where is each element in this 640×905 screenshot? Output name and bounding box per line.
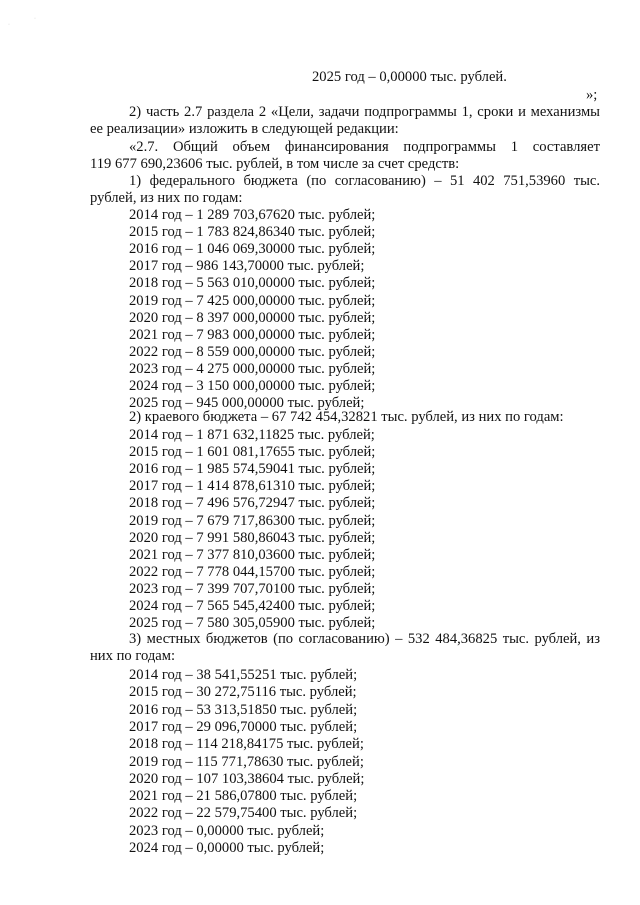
year-line: 2017 год – 29 096,70000 тыс. рублей;	[129, 718, 358, 735]
year-line: 2014 год – 1 871 632,11825 тыс. рублей;	[129, 427, 375, 443]
local-line-2: них по годам:	[90, 648, 176, 664]
year-line: 2025 год – 945 000,00000 тыс. рублей;	[129, 395, 365, 412]
para-2-line-1: 2) часть 2.7 раздела 2 «Цели, задачи подпрограммы 1, сроки и механизмы	[129, 104, 600, 120]
year-line: 2019 год – 115 771,78630 тыс. рублей;	[129, 753, 364, 770]
year-line: 2015 год – 1 601 081,17655 тыс. рублей;	[129, 444, 376, 461]
year-line: 2025 год – 7 580 305,05900 тыс. рублей;	[129, 615, 376, 632]
para-27-line-2: 119 677 690,23606 тыс. рублей, в том числе за счет средств:	[90, 156, 460, 172]
year-line: 2020 год – 8 397 000,00000 тыс. рублей;	[129, 309, 376, 326]
federal-line-2: рублей, из них по годам:	[90, 190, 243, 206]
year-line: 2016 год – 1 985 574,59041 тыс. рублей;	[129, 461, 376, 478]
year-line: 2014 год – 1 289 703,67620 тыс. рублей;	[129, 207, 376, 223]
year-line: 2020 год – 7 991 580,86043 тыс. рублей;	[129, 529, 376, 546]
para-2-line-2: ее реализации» изложить в следующей редакции:	[90, 121, 399, 137]
year-line: 2024 год – 0,00000 тыс. рублей;	[129, 840, 325, 856]
year-line: 2019 год – 7 679 717,86300 тыс. рублей;	[129, 512, 376, 529]
top-line: 2025 год – 0,00000 тыс. рублей.	[312, 69, 507, 85]
year-line: 2018 год – 114 218,84175 тыс. рублей;	[129, 736, 364, 753]
year-line: 2015 год – 1 783 824,86340 тыс. рублей;	[129, 224, 376, 241]
year-line: 2017 год – 1 414 878,61310 тыс. рублей;	[129, 478, 376, 495]
year-line: 2021 год – 7 983 000,00000 тыс. рублей;	[129, 326, 376, 343]
year-line: 2022 год – 7 778 044,15700 тыс. рублей;	[129, 563, 376, 580]
federal-line-1: 1) федерального бюджета (по согласованию) – 51 402 751,53960 тыс.	[129, 173, 600, 189]
scan-speck: ·	[34, 16, 36, 22]
year-line: 2020 год – 107 103,38604 тыс. рублей;	[129, 770, 365, 787]
year-line: 2018 год – 7 496 576,72947 тыс. рублей;	[129, 495, 376, 512]
year-line: 2023 год – 7 399 707,70100 тыс. рублей;	[129, 580, 376, 597]
year-line: 2016 год – 1 046 069,30000 тыс. рублей;	[129, 241, 376, 258]
year-line: 2024 год – 7 565 545,42400 тыс. рублей;	[129, 598, 376, 614]
year-line: 2021 год – 21 586,07800 тыс. рублей;	[129, 788, 358, 805]
scan-speck: ·	[8, 22, 10, 28]
year-line: 2021 год – 7 377 810,03600 тыс. рублей;	[129, 546, 376, 563]
para-27-line-1: «2.7. Общий объем финансирования подпрограммы 1 составляет	[129, 139, 600, 155]
local-line-1: 3) местных бюджетов (по согласованию) – 532 484,36825 тыс. рублей, из	[129, 631, 600, 647]
year-line: 2022 год – 8 559 000,00000 тыс. рублей;	[129, 343, 376, 360]
year-line: 2018 год – 5 563 010,00000 тыс. рублей;	[129, 275, 376, 292]
year-line: 2023 год – 0,00000 тыс. рублей;	[129, 822, 325, 839]
year-line: 2017 год – 986 143,70000 тыс. рублей;	[129, 258, 365, 275]
year-line: 2019 год – 7 425 000,00000 тыс. рублей;	[129, 292, 376, 309]
regional-line: 2) краевого бюджета – 67 742 454,32821 тыс. рублей, из них по годам:	[129, 409, 564, 425]
year-line: 2014 год – 38 541,55251 тыс. рублей;	[129, 667, 358, 683]
year-line: 2016 год – 53 313,51850 тыс. рублей;	[129, 701, 358, 718]
year-line: 2022 год – 22 579,75400 тыс. рублей;	[129, 805, 358, 822]
year-line: 2023 год – 4 275 000,00000 тыс. рублей;	[129, 360, 376, 377]
quote-close: »;	[586, 87, 598, 103]
year-line: 2015 год – 30 272,75116 тыс. рублей;	[129, 684, 357, 701]
year-line: 2024 год – 3 150 000,00000 тыс. рублей;	[129, 378, 376, 394]
